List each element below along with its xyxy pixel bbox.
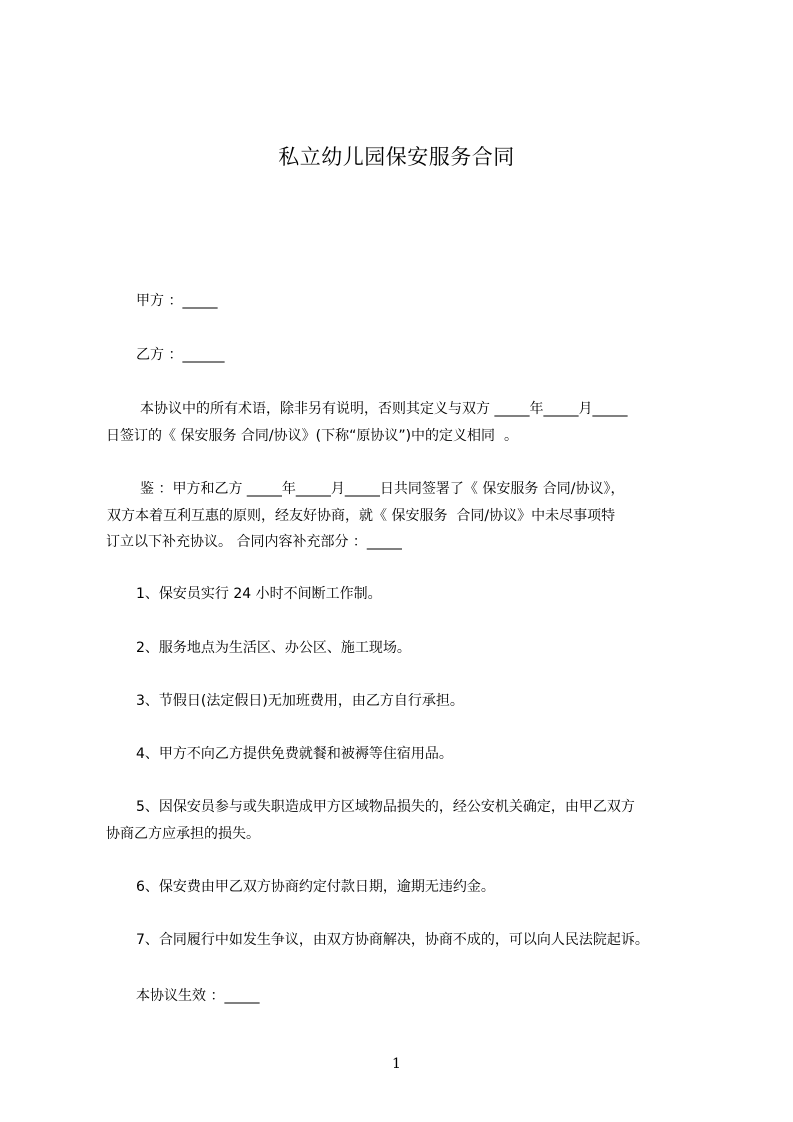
whereas-paragraph-line-1: 鉴 ：甲方和乙方 _____年_____月_____日共同签署了《 保安服务 合同/协议》，	[140, 481, 625, 497]
party-a-line: 甲方 ：_____	[136, 293, 218, 309]
clause-1: 1、保安员实行 24 小时不间断工作制。	[136, 586, 382, 602]
page-number: 1	[392, 1056, 401, 1072]
clause-4: 4、甲方不向乙方提供免费就餐和被褥等住宿用品。	[136, 746, 453, 762]
clause-2: 2、服务地点为生活区、办公区、施工现场。	[136, 640, 411, 656]
party-b-line: 乙方 ：______	[136, 347, 225, 363]
whereas-paragraph-line-3: 订立以下补充协议。 合同内容补充部分 ：_____	[106, 534, 402, 550]
definition-paragraph-line-1: 本协议中的所有术语，除非另有说明，否则其定义与双方 _____年_____月_____	[140, 401, 628, 417]
clause-7: 7、合同履行中如发生争议，由双方协商解决，协商不成的，可以向人民法院起诉。	[136, 932, 649, 948]
clause-6: 6、保安费由甲乙双方协商约定付款日期，逾期无违约金。	[136, 879, 495, 895]
document-title: 私立幼儿园保安服务合同	[278, 145, 515, 169]
clause-3: 3、节假日(法定假日)无加班费用，由乙方自行承担。	[136, 693, 464, 709]
effective-line: 本协议生效 ：_____	[136, 988, 260, 1004]
definition-paragraph-line-2: 日签订的《 保安服务 合同/协议》(下称“原协议”)中的定义相同 。	[106, 428, 518, 444]
whereas-paragraph-line-2: 双方本着互利互惠的原则，经友好协商，就《 保安服务 合同/协议》中未尽事项特	[107, 508, 616, 524]
clause-5-line-2: 协商乙方应承担的损失。	[106, 826, 260, 842]
clause-5-line-1: 5、因保安员参与或失职造成甲方区域物品损失的，经公安机关确定，由甲乙双方	[136, 799, 635, 815]
